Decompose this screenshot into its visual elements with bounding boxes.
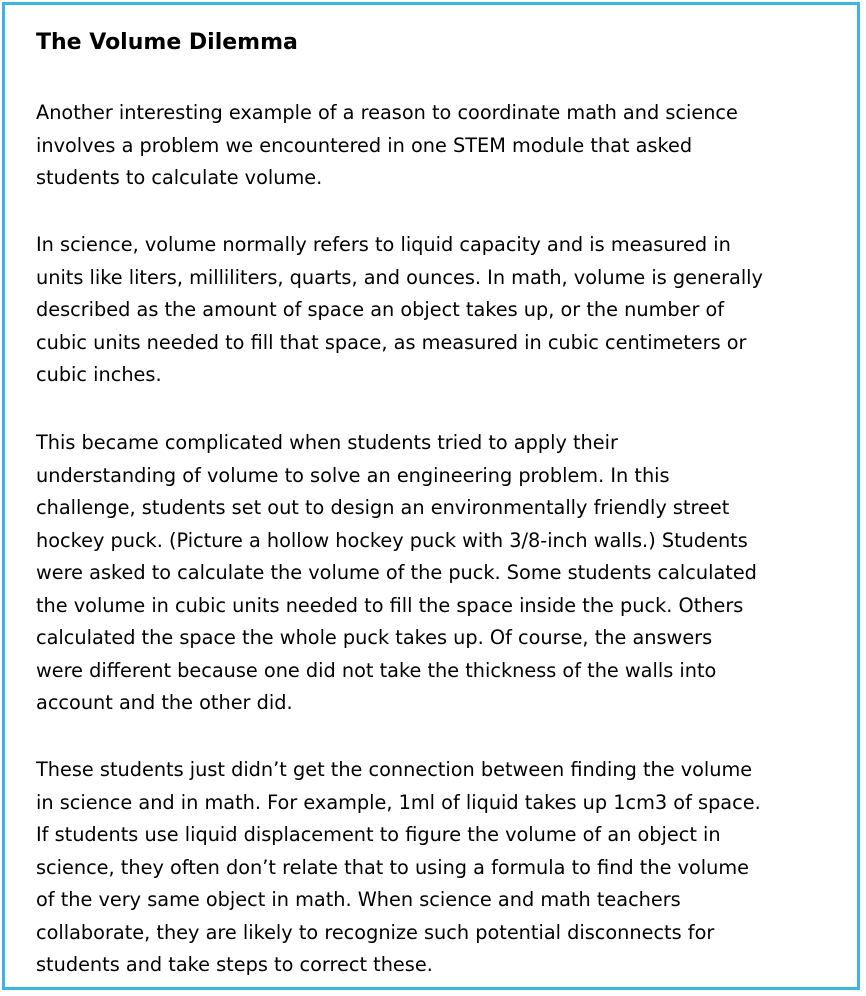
text-line: science, they often don’t relate that to using a formula to find the volume [36, 855, 749, 879]
text-line: collaborate, they are likely to recognize such potential disconnects for [36, 920, 715, 944]
paragraph-intro [36, 97, 738, 195]
text-line: In science, volume normally refers to liquid capacity and is measured in [36, 233, 731, 256]
sidebar-box [2, 2, 860, 990]
text-line: hockey puck. (Picture a hollow hockey puck with 3/8-inch walls.) Students [36, 528, 748, 552]
text-line: These students just didn’t get the connection between finding the volume [36, 758, 753, 781]
text-line: account and the other did. [36, 691, 293, 714]
text-line: If students use liquid displacement to figure the volume of an object in [36, 823, 721, 846]
text-line: cubic units needed to fill that space, as measured in cubic centimeters or [36, 330, 747, 354]
text-line: in science and in math. For example, 1ml of liquid takes up 1cm3 of space. [36, 790, 761, 814]
text-line: described as the amount of space an object takes up, or the number of [36, 298, 725, 321]
paragraph-science-vs-math [36, 229, 763, 392]
text-line: were different because one did not take the thickness of the walls into [36, 658, 717, 682]
text-line: This became complicated when students tried to apply their [36, 431, 618, 454]
paragraph-hockey-puck [36, 427, 757, 720]
text-line: calculated the space the whole puck takes up. Of course, the answers [36, 626, 713, 649]
text-line: involves a problem we encountered in one STEM module that asked [36, 133, 693, 157]
text-line: were asked to calculate the volume of the puck. Some students calculated [36, 561, 757, 584]
text-line: students and take steps to correct these. [36, 953, 433, 976]
text-line: of the very same object in math. When science and math teachers [36, 888, 681, 911]
paragraph-connection [36, 754, 761, 982]
text-line: students to calculate volume. [36, 166, 323, 189]
text-line: cubic inches. [36, 363, 162, 386]
sidebar-title: The Volume Dilemma [36, 30, 298, 55]
text-line: challenge, students set out to design an environmentally friendly street [36, 496, 730, 519]
text-line: Another interesting example of a reason to coordinate math and science [36, 101, 738, 124]
text-line: units like liters, milliliters, quarts, and ounces. In math, volume is generally [36, 265, 763, 289]
text-line: the volume in cubic units needed to fill the space inside the puck. Others [36, 593, 744, 617]
text-line: understanding of volume to solve an engineering problem. In this [36, 463, 670, 487]
